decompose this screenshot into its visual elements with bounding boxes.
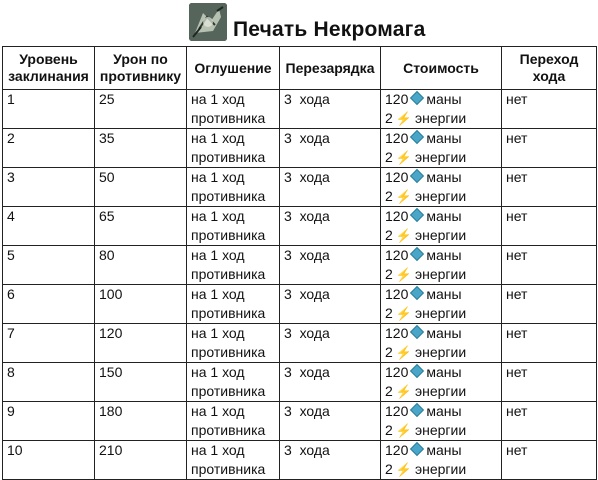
title-bar	[0, 0, 598, 46]
stun-cell	[187, 207, 280, 246]
cost-cell	[381, 402, 502, 441]
energy-label: энергии	[414, 461, 467, 477]
turn-cell	[502, 90, 597, 129]
energy-value: 2	[385, 110, 393, 126]
damage-value: 210	[99, 442, 123, 458]
mana-label: маны	[426, 91, 462, 107]
level-cell	[3, 129, 95, 168]
stun-line2: противника	[191, 188, 266, 204]
table-row	[3, 90, 597, 129]
cost-cell	[381, 441, 502, 480]
turn-value: нет	[506, 442, 528, 458]
energy-bolt-icon: ⚡	[395, 111, 412, 126]
header-cost: Стоимость	[381, 47, 502, 90]
damage-value: 80	[99, 247, 115, 263]
damage-cell	[95, 168, 187, 207]
stun-line2: противника	[191, 149, 266, 165]
energy-value: 2	[385, 266, 393, 282]
energy-label: энергии	[414, 227, 467, 243]
turn-value: нет	[506, 130, 528, 146]
damage-cell	[95, 285, 187, 324]
mana-label: маны	[426, 403, 462, 419]
mana-icon	[410, 364, 424, 378]
cooldown-value: 3 хода	[284, 442, 330, 458]
stun-cell	[187, 441, 280, 480]
energy-bolt-icon: ⚡	[395, 423, 412, 438]
level-cell	[3, 90, 95, 129]
cooldown-cell	[280, 246, 381, 285]
cooldown-value: 3 хода	[284, 247, 330, 263]
damage-value: 50	[99, 169, 115, 185]
level-cell	[3, 324, 95, 363]
mana-value: 120	[385, 91, 409, 107]
stun-line1: на 1 ход	[191, 325, 245, 341]
table-row	[3, 324, 597, 363]
cost-cell	[381, 168, 502, 207]
stun-line1: на 1 ход	[191, 442, 245, 458]
energy-value: 2	[385, 188, 393, 204]
mana-icon	[410, 286, 424, 300]
header-cooldown: Перезарядка	[280, 47, 381, 90]
mana-label: маны	[426, 364, 462, 380]
turn-cell	[502, 324, 597, 363]
stun-line1: на 1 ход	[191, 247, 245, 263]
energy-value: 2	[385, 422, 393, 438]
mana-value: 120	[385, 208, 409, 224]
turn-cell	[502, 129, 597, 168]
damage-value: 150	[99, 364, 123, 380]
mana-icon	[410, 130, 424, 144]
mana-value: 120	[385, 364, 409, 380]
damage-cell	[95, 129, 187, 168]
level-cell	[3, 246, 95, 285]
table-row	[3, 402, 597, 441]
level-cell	[3, 363, 95, 402]
damage-cell	[95, 441, 187, 480]
damage-cell	[95, 402, 187, 441]
mana-label: маны	[426, 130, 462, 146]
damage-cell	[95, 90, 187, 129]
level-cell	[3, 207, 95, 246]
turn-value: нет	[506, 91, 528, 107]
necromancer-seal-icon	[189, 3, 227, 41]
stun-cell	[187, 285, 280, 324]
cooldown-cell	[280, 129, 381, 168]
mana-icon	[410, 325, 424, 339]
damage-value: 120	[99, 325, 123, 341]
level-value: 7	[7, 325, 15, 341]
page-title: Печать Некромага	[233, 18, 426, 41]
mana-icon	[410, 91, 424, 105]
stun-line2: противника	[191, 344, 266, 360]
mana-value: 120	[385, 286, 409, 302]
damage-cell	[95, 363, 187, 402]
turn-cell	[502, 363, 597, 402]
mana-label: маны	[426, 286, 462, 302]
stun-cell	[187, 402, 280, 441]
turn-value: нет	[506, 325, 528, 341]
energy-label: энергии	[414, 266, 467, 282]
turn-cell	[502, 285, 597, 324]
turn-cell	[502, 168, 597, 207]
cooldown-value: 3 хода	[284, 169, 330, 185]
level-value: 5	[7, 247, 15, 263]
energy-label: энергии	[414, 149, 467, 165]
mana-label: маны	[426, 247, 462, 263]
energy-bolt-icon: ⚡	[395, 345, 412, 360]
turn-cell	[502, 207, 597, 246]
header-damage: Урон по противнику	[95, 47, 187, 90]
mana-icon	[410, 442, 424, 456]
stun-line2: противника	[191, 227, 266, 243]
damage-value: 100	[99, 286, 123, 302]
level-value: 8	[7, 364, 15, 380]
header-level: Уровень заклинания	[3, 47, 95, 90]
turn-cell	[502, 402, 597, 441]
cost-cell	[381, 207, 502, 246]
cost-cell	[381, 90, 502, 129]
level-cell	[3, 441, 95, 480]
stun-cell	[187, 129, 280, 168]
stun-line2: противника	[191, 422, 266, 438]
table-row	[3, 363, 597, 402]
cooldown-cell	[280, 402, 381, 441]
turn-cell	[502, 441, 597, 480]
turn-cell	[502, 246, 597, 285]
damage-value: 65	[99, 208, 115, 224]
energy-bolt-icon: ⚡	[395, 462, 412, 477]
stun-line1: на 1 ход	[191, 403, 245, 419]
energy-label: энергии	[414, 110, 467, 126]
table-row	[3, 246, 597, 285]
level-value: 10	[7, 442, 23, 458]
mana-label: маны	[426, 169, 462, 185]
level-cell	[3, 285, 95, 324]
energy-bolt-icon: ⚡	[395, 384, 412, 399]
energy-label: энергии	[414, 422, 467, 438]
header-stun: Оглушение	[187, 47, 280, 90]
turn-value: нет	[506, 403, 528, 419]
energy-value: 2	[385, 227, 393, 243]
stun-line1: на 1 ход	[191, 169, 245, 185]
turn-value: нет	[506, 169, 528, 185]
energy-value: 2	[385, 149, 393, 165]
level-cell	[3, 402, 95, 441]
mana-label: маны	[426, 325, 462, 341]
energy-bolt-icon: ⚡	[395, 189, 412, 204]
cooldown-value: 3 хода	[284, 364, 330, 380]
cooldown-cell	[280, 90, 381, 129]
level-value: 4	[7, 208, 15, 224]
cooldown-cell	[280, 207, 381, 246]
stun-line2: противника	[191, 110, 266, 126]
mana-value: 120	[385, 403, 409, 419]
stun-line2: противника	[191, 461, 266, 477]
cost-cell	[381, 285, 502, 324]
energy-label: энергии	[414, 344, 467, 360]
energy-bolt-icon: ⚡	[395, 150, 412, 165]
stun-line2: противника	[191, 383, 266, 399]
energy-value: 2	[385, 383, 393, 399]
turn-value: нет	[506, 286, 528, 302]
table-row	[3, 129, 597, 168]
cooldown-value: 3 хода	[284, 91, 330, 107]
mana-icon	[410, 208, 424, 222]
table-header-row	[3, 47, 597, 90]
mana-value: 120	[385, 442, 409, 458]
table-row	[3, 207, 597, 246]
spell-table	[2, 46, 597, 480]
damage-value: 35	[99, 130, 115, 146]
level-value: 6	[7, 286, 15, 302]
cost-cell	[381, 129, 502, 168]
cooldown-cell	[280, 168, 381, 207]
level-value: 1	[7, 91, 15, 107]
energy-label: энергии	[414, 383, 467, 399]
level-value: 3	[7, 169, 15, 185]
damage-cell	[95, 324, 187, 363]
stun-cell	[187, 168, 280, 207]
cooldown-value: 3 хода	[284, 325, 330, 341]
mana-value: 120	[385, 130, 409, 146]
cooldown-value: 3 хода	[284, 403, 330, 419]
stun-line2: противника	[191, 266, 266, 282]
header-turn: Переход хода	[502, 47, 597, 90]
energy-label: энергии	[414, 305, 467, 321]
level-value: 2	[7, 130, 15, 146]
cooldown-value: 3 хода	[284, 286, 330, 302]
mana-label: маны	[426, 208, 462, 224]
mana-value: 120	[385, 247, 409, 263]
cooldown-cell	[280, 441, 381, 480]
stun-line1: на 1 ход	[191, 286, 245, 302]
level-value: 9	[7, 403, 15, 419]
damage-value: 25	[99, 91, 115, 107]
stun-cell	[187, 246, 280, 285]
energy-label: энергии	[414, 188, 467, 204]
cost-cell	[381, 324, 502, 363]
mana-icon	[410, 403, 424, 417]
cooldown-cell	[280, 324, 381, 363]
stun-cell	[187, 363, 280, 402]
mana-label: маны	[426, 442, 462, 458]
turn-value: нет	[506, 364, 528, 380]
cooldown-cell	[280, 285, 381, 324]
mana-icon	[410, 169, 424, 183]
stun-line2: противника	[191, 305, 266, 321]
level-cell	[3, 168, 95, 207]
turn-value: нет	[506, 208, 528, 224]
table-row	[3, 441, 597, 480]
mana-value: 120	[385, 169, 409, 185]
table-row	[3, 168, 597, 207]
stun-line1: на 1 ход	[191, 91, 245, 107]
stun-line1: на 1 ход	[191, 364, 245, 380]
table-row	[3, 285, 597, 324]
cooldown-value: 3 хода	[284, 208, 330, 224]
energy-bolt-icon: ⚡	[395, 267, 412, 282]
stun-cell	[187, 324, 280, 363]
damage-cell	[95, 207, 187, 246]
turn-value: нет	[506, 247, 528, 263]
mana-value: 120	[385, 325, 409, 341]
energy-bolt-icon: ⚡	[395, 306, 412, 321]
stun-cell	[187, 90, 280, 129]
energy-value: 2	[385, 344, 393, 360]
energy-value: 2	[385, 305, 393, 321]
damage-value: 180	[99, 403, 123, 419]
mana-icon	[410, 247, 424, 261]
stun-line1: на 1 ход	[191, 130, 245, 146]
cost-cell	[381, 246, 502, 285]
stun-line1: на 1 ход	[191, 208, 245, 224]
cooldown-cell	[280, 363, 381, 402]
energy-bolt-icon: ⚡	[395, 228, 412, 243]
cost-cell	[381, 363, 502, 402]
cooldown-value: 3 хода	[284, 130, 330, 146]
energy-value: 2	[385, 461, 393, 477]
damage-cell	[95, 246, 187, 285]
